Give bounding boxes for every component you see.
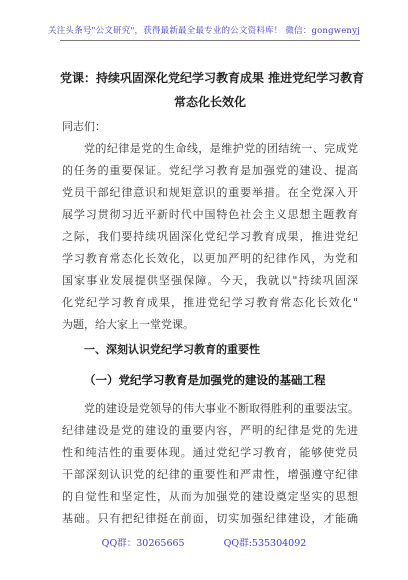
paragraph-line: 干部深刻认识党的纪律的重要性和严肃性，增强遵守纪律 [62, 468, 358, 481]
paragraph-line: 党的纪律是党的生命线，是维护党的团结统一、完成党 [84, 142, 358, 155]
paragraph-line: 纪律建设是党的建设的重要内容，严明的纪律是党的先进 [62, 424, 358, 437]
paragraph-line: 性和纯洁性的重要体现。通过党纪学习教育，能够使党员 [62, 446, 358, 459]
footer-qq-group-2: QQ群:535304092 [223, 538, 307, 549]
paragraph-line: 的任务的重要保证。党纪学习教育是加强党的建设、提高 [62, 164, 358, 177]
subsection-1-heading: （一）党纪学习教育是加强党的建设的基础工程 [84, 373, 326, 387]
paragraph-line: 为题，给大家上一堂党课。 [62, 318, 194, 331]
paragraph-2 [62, 398, 358, 530]
paragraph-line: 党的建设是党领导的伟大事业不断取得胜利的重要法宝。 [84, 402, 359, 415]
section-1-heading: 一、深刻认识党纪学习教育的重要性 [84, 343, 260, 356]
paragraph-line: 国家事业发展提供坚强保障。今天，我就以"持续巩固深 [62, 274, 358, 287]
paragraph-line: 党员干部纪律意识和规矩意识的重要举措。在全党深入开 [62, 186, 358, 199]
header-divider [60, 40, 360, 41]
footer-qq-groups [0, 535, 408, 549]
paragraph-line: 之际，我们要持续巩固深化党纪学习教育成果，推进党纪 [62, 230, 358, 243]
paragraph-line: 的自觉性和坚定性，从而为加强党的建设奠定坚实的思想 [62, 490, 358, 503]
title-line-2: 常态化长效化 [173, 95, 246, 109]
paragraph-line: 学习教育常态化长效化，以更加严明的纪律作风，为党和 [62, 252, 358, 265]
paragraph-line: 基础。只有把纪律挺在前面，切实加强纪律建设，才能确 [62, 512, 358, 525]
title-line-1: 党课：持续巩固深化党纪学习教育成果 推进党纪学习教育 [60, 71, 365, 85]
salutation: 同志们： [62, 120, 106, 133]
footer-qq-group-1: QQ群：30265665 [101, 538, 185, 549]
paragraph-line: 展学习贯彻习近平新时代中国特色社会主义思想主题教育 [62, 208, 358, 221]
document-title [60, 66, 365, 114]
paragraph-1 [62, 138, 358, 336]
paragraph-line: 化党纪学习教育成果，推进党纪学习教育常态化长效化" [62, 296, 358, 309]
header-promo-note: 关注头条号"公文研究"，获得最新最全最专业的公文资料库！ 微信：gongwenyj [48, 26, 360, 36]
